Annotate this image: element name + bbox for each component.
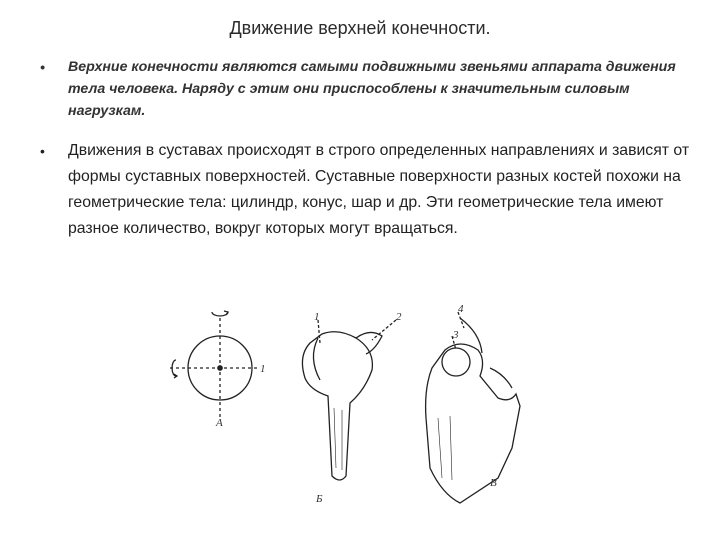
bullet-item-2	[40, 138, 690, 242]
bullet-dot: •	[40, 59, 45, 75]
bone-joint-figure	[160, 298, 540, 513]
bullet-text-1: Верхние конечности являются самыми подвижными звеньями аппарата движения тела человека. Наряду с этим они приспособлены к значительным силовым нагрузкам.	[68, 59, 676, 119]
bone-shading	[334, 408, 342, 470]
figure-svg	[160, 298, 540, 513]
panel-a-ball-diagram	[170, 311, 260, 420]
panel-c-femur-drawing	[426, 312, 520, 503]
panel-a-letter: А	[216, 417, 223, 429]
panel-a-label-1: 1	[260, 363, 266, 375]
center-point	[218, 366, 222, 370]
leader-line-1	[318, 320, 320, 343]
femur-head	[442, 348, 470, 376]
panel-c-label-3: 3	[453, 329, 459, 341]
bullet-text-2: Движения в суставах происходят в строго определенных направлениях и зависят от формы суставных поверхностей. Суставные поверхности разных костей похожи на геометрические тела: цилиндр, конус, шар и др. Эти геометрические тела имеют разное количество, вокруг которых могут вращаться.	[68, 142, 690, 237]
joint-surface-line	[313, 338, 320, 380]
panel-b-label-2: 2	[396, 311, 402, 323]
trochanter-outline	[490, 368, 512, 388]
rotation-arrow-left-icon	[172, 360, 176, 376]
panel-b-letter: Б	[316, 493, 323, 505]
bullet-dot: •	[40, 143, 45, 159]
rotation-arrow-top-icon	[212, 312, 228, 316]
panel-c-label-4: 4	[458, 303, 464, 315]
bullet-item-1	[40, 56, 690, 122]
slide-title: Движение верхней конечности.	[229, 18, 491, 38]
leader-line-2	[372, 320, 396, 340]
panel-c-letter: В	[490, 477, 497, 489]
acetabulum-outline	[460, 318, 482, 353]
femur-outline	[426, 344, 520, 503]
bullet-list	[40, 56, 690, 242]
panel-b-label-1: 1	[314, 311, 320, 323]
bone-shading	[438, 416, 452, 480]
panel-b-humerus-drawing	[302, 320, 396, 480]
